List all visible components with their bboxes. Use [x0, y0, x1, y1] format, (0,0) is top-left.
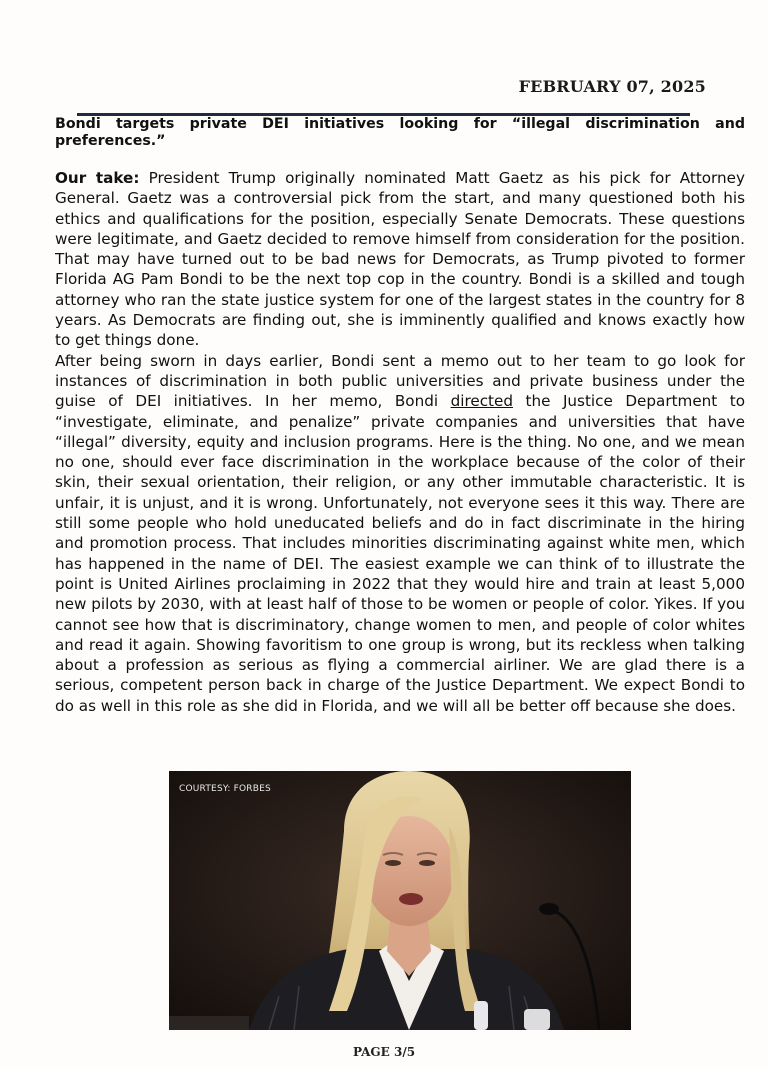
page-number: PAGE 3/5 [352, 1045, 416, 1059]
article-body-container [55, 116, 745, 716]
article-text [55, 168, 745, 716]
paragraph-1-text: President Trump originally nominated Matt Gaetz as his pick for Attorney General. Gaetz was a controversial pick from the start, and many questioned both his ethics and qualifications for the position, especially Senate Democrats. These questions were legitimate, and Gaetz decided to remove himself from consideration for the position. That may have turned out to be bad news for Democrats, as Trump pivoted to former Florida AG Pam Bondi to be the next top cop in the country. Bondi is a skilled and tough attorney who ran the state justice system for one of the largest states in the country for 8 years. As Democrats are finding out, she is imminently qualified and knows exactly how to get things done. [55, 169, 745, 350]
issue-date: FEBRUARY 07, 2025 [518, 77, 706, 96]
article-paragraph-2 [55, 351, 745, 716]
directed-link[interactable]: directed [450, 392, 513, 411]
paragraph-2-text-start: After being sworn in days earlier, Bondi sent a memo out to her team to go look for instances of discrimination in both public universities and private business under the guise of DEI initiatives. In her memo, Bondi [55, 351, 745, 411]
photo-illustration [169, 771, 631, 1030]
paragraph-2-text-end: the Justice Department to “investigate, eliminate, and penalize” private companies and universities that have “illegal” diversity, equity and inclusion programs. Here is the thing. No one, and we mean no one, should ever face discrimination in the workplace because of the color of their skin, their sexual orientation, their religion, or any other immutable characteristic. It is unfair, it is unjust, and it is wrong. Unfortunately, not everyone sees it this way. There are still some people who hold uneducated beliefs and do in fact discriminate in the hiring and promotion process. That includes minorities discriminating against white men, which has happened in the name of DEI. The easiest example we can think of to illustrate the point is United Airlines proclaiming in 2022 that they would hire and train at least 5,000 new pilots by 2030, with at least half of those to be women or people of color. Yikes. If you cannot see how that is discriminatory, change women to men, and people of color whites and read it again. Showing favoritism to one group is wrong, but its reckless when talking about a profession as serious as flying a commercial airliner. We are glad there is a serious, competent person back in charge of the Justice Department. We expect Bondi to do as well in this role as she did in Florida, and we will all be better off because she does. [55, 392, 745, 715]
article-paragraph-1 [55, 168, 745, 351]
article-photo [169, 771, 631, 1030]
our-take-label: Our take: [55, 169, 140, 187]
photo-credit: COURTESY: FORBES [179, 784, 271, 794]
article-headline: Bondi targets private DEI initiatives looking for “illegal discrimination and preferences.” [55, 116, 745, 149]
